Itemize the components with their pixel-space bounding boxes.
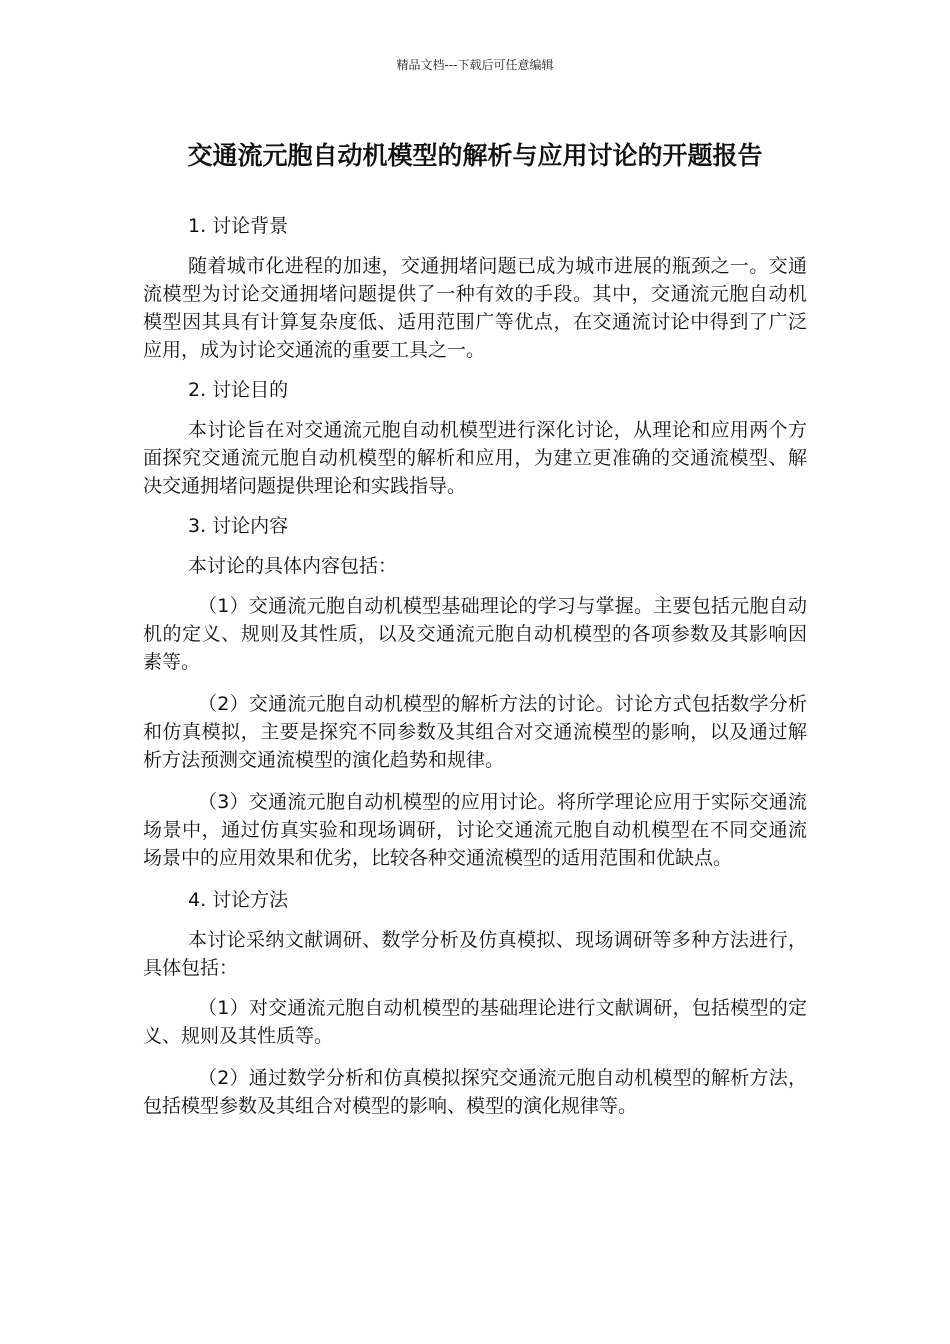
content-intro-paragraph: 本讨论的具体内容包括： <box>188 555 398 577</box>
page-header: 精品文档---下载后可任意编辑 <box>396 58 554 72</box>
section-heading-purpose: 2. 讨论目的 <box>188 379 289 401</box>
content-list-item: （1）交通流元胞自动机模型基础理论的学习与掌握。主要包括元胞自动机的定义、规则及其性质，以及交通流元胞自动机模型的各项参数及其影响因素等。 <box>143 595 807 673</box>
methods-list-item: （2）通过数学分析和仿真模拟探究交通流元胞自动机模型的解析方法，包括模型参数及其组合对模型的影响、模型的演化规律等。 <box>143 1067 807 1117</box>
purpose-paragraph: 本讨论旨在对交通流元胞自动机模型进行深化讨论，从理论和应用两个方面探究交通流元胞自动机模型的解析和应用，为建立更准确的交通流模型、解决交通拥堵问题提供理论和实践指导。 <box>143 419 807 497</box>
section-heading-content: 3. 讨论内容 <box>188 515 289 537</box>
content-list-item: （2）交通流元胞自动机模型的解析方法的讨论。讨论方式包括数学分析和仿真模拟，主要是探究不同参数及其组合对交通流模型的影响，以及通过解析方法预测交通流模型的演化趋势和规律。 <box>143 693 807 771</box>
methods-list-item: （1）对交通流元胞自动机模型的基础理论进行文献调研，包括模型的定义、规则及其性质等。 <box>143 997 807 1047</box>
document-body <box>143 212 807 1134</box>
methods-intro-paragraph: 本讨论采纳文献调研、数学分析及仿真模拟、现场调研等多种方法进行，具体包括： <box>143 929 807 979</box>
section-heading-methods: 4. 讨论方法 <box>188 889 289 911</box>
content-list-item: （3）交通流元胞自动机模型的应用讨论。将所学理论应用于实际交通流场景中，通过仿真实验和现场调研，讨论交通流元胞自动机模型在不同交通流场景中的应用效果和优劣，比较各种交通流模型的适用范围和优缺点。 <box>143 791 807 869</box>
background-paragraph: 随着城市化进程的加速，交通拥堵问题已成为城市进展的瓶颈之一。交通流模型为讨论交通拥堵问题提供了一种有效的手段。其中，交通流元胞自动机模型因其具有计算复杂度低、适用范围广等优点，在交通流讨论中得到了广泛应用，成为讨论交通流的重要工具之一。 <box>143 255 807 361</box>
section-heading-background: 1. 讨论背景 <box>188 215 289 237</box>
document-title: 交通流元胞自动机模型的解析与应用讨论的开题报告 <box>187 141 763 170</box>
